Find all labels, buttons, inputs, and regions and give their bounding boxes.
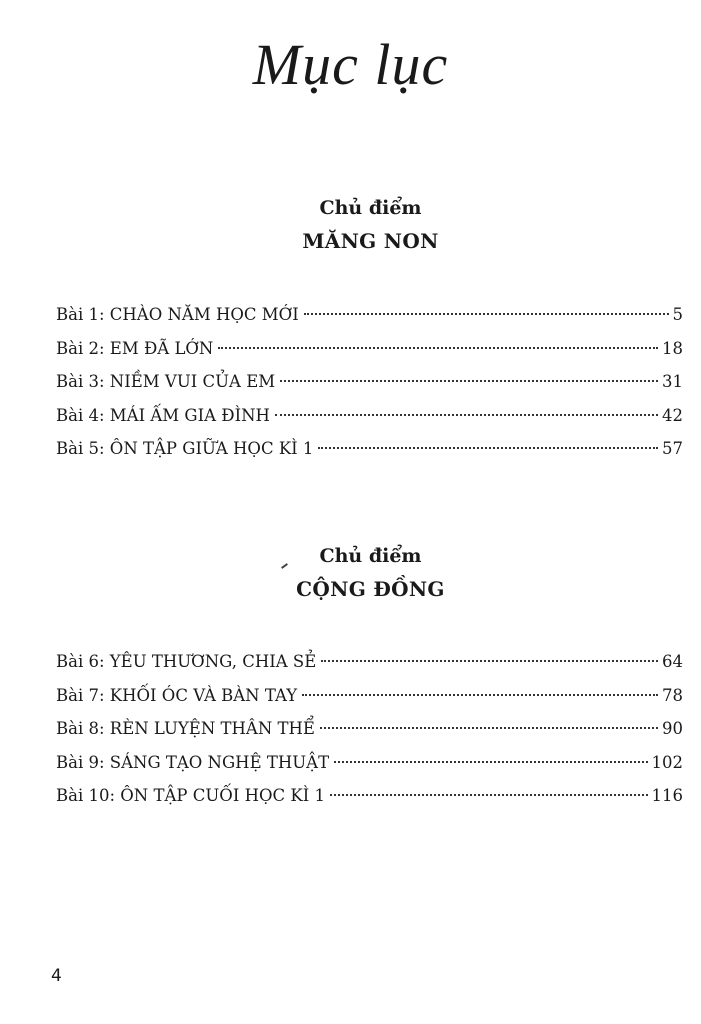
toc-entry-label: Bài 6: YÊU THƯƠNG, CHIA SẺ	[56, 652, 317, 671]
toc-entry-label: Bài 10: ÔN TẬP CUỐI HỌC KÌ 1	[56, 786, 325, 805]
section-1-name: MĂNG NON	[302, 229, 439, 253]
toc-entry[interactable]	[56, 371, 683, 405]
toc-entry[interactable]	[56, 304, 683, 338]
dot-leader	[330, 794, 648, 796]
section-2-toc	[56, 651, 683, 819]
toc-entry[interactable]	[56, 718, 683, 752]
section-2-name: CỘNG ĐỒNG	[296, 577, 445, 601]
toc-entry[interactable]	[56, 338, 683, 372]
toc-entry[interactable]	[56, 405, 683, 439]
section-2-heading: Chủ điểm	[319, 545, 422, 567]
toc-entry[interactable]	[56, 685, 683, 719]
dot-leader	[320, 727, 658, 729]
dot-leader	[318, 447, 658, 449]
dot-leader	[280, 380, 658, 382]
toc-entry-page: 5	[672, 305, 683, 324]
dot-leader	[321, 660, 658, 662]
toc-entry-page: 31	[662, 372, 683, 391]
toc-entry[interactable]	[56, 752, 683, 786]
toc-entry-page: 90	[662, 719, 683, 738]
dot-leader	[334, 761, 647, 763]
dot-leader	[275, 414, 658, 416]
toc-entry-page: 42	[662, 405, 683, 425]
toc-entry-label: Bài 2: EM ĐÃ LỚN	[56, 338, 214, 358]
toc-entry-label: Bài 5: ÔN TẬP GIỮA HỌC KÌ 1	[56, 439, 314, 458]
toc-entry-page: 64	[662, 652, 683, 671]
section-1-toc	[56, 304, 683, 472]
toc-entry[interactable]	[56, 651, 683, 685]
toc-entry-page: 57	[662, 439, 683, 458]
toc-entry[interactable]	[56, 438, 683, 472]
toc-entry-label: Bài 4: MÁI ẤM GIA ĐÌNH	[56, 405, 270, 425]
toc-entry-label: Bài 7: KHỐI ÓC VÀ BÀN TAY	[56, 685, 298, 705]
toc-entry-label: Bài 9: SÁNG TẠO NGHỆ THUẬT	[56, 752, 330, 772]
dot-leader	[304, 313, 669, 315]
toc-entry-page: 78	[662, 685, 683, 705]
toc-entry-label: Bài 1: CHÀO NĂM HỌC MỚI	[56, 305, 299, 324]
toc-entry-label: Bài 8: RÈN LUYỆN THÂN THỂ	[56, 719, 315, 738]
section-1-heading: Chủ điểm	[319, 197, 422, 219]
page-number: 4	[51, 966, 62, 986]
page-title: Mục lục	[252, 32, 449, 97]
toc-entry-label: Bài 3: NIỀM VUI CỦA EM	[56, 372, 276, 391]
toc-entry-page: 116	[651, 786, 683, 805]
toc-entry-page: 102	[651, 752, 683, 772]
toc-entry[interactable]	[56, 785, 683, 819]
dot-leader	[218, 347, 658, 349]
dot-leader	[302, 694, 658, 696]
toc-entry-page: 18	[662, 338, 683, 358]
